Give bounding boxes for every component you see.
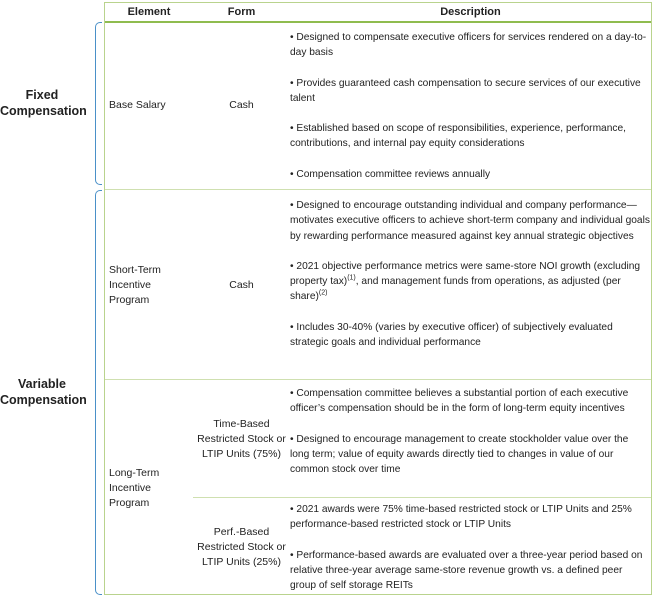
base-salary-element: Base Salary [109, 99, 166, 111]
lti-perf-based-description [290, 502, 650, 593]
sti-description [290, 198, 650, 350]
desc-item: • Designed to encourage outstanding individual and company performance—motivates executive officers to achieve short-term company and individual goals by rewarding performance measured against key annual strategic objectives [290, 200, 650, 242]
compensation-table [104, 2, 652, 595]
header-element: Element [127, 6, 171, 18]
lti-element: Long-Term Incentive Program [109, 467, 160, 509]
desc-item: • Established based on scope of responsibilities, experience, performance, contributions, and internal pay equity considerations [290, 123, 626, 150]
lti-time-based-description [290, 386, 650, 477]
fixed-compensation-label: Fixed Compensation [0, 88, 87, 118]
lti-time-based-form: Time-Based Restricted Stock or LTIP Units (75%) [197, 418, 286, 460]
fixed-compensation-brace [95, 22, 102, 185]
desc-item: • Designed to encourage management to create stockholder value over the long term; value of equity awards directly tied to changes in value of our common stock over time [290, 433, 629, 476]
table-header [105, 3, 651, 23]
variable-compensation-brace [95, 190, 102, 595]
row-divider [193, 497, 651, 498]
variable-compensation-label: Variable Compensation [0, 377, 87, 407]
sti-element: Short-Term Incentive Program [109, 264, 161, 306]
sti-form: Cash [229, 279, 254, 291]
desc-item: • Performance-based awards are evaluated over a three-year period based on relative three-year average same-store revenue growth vs. a defined peer group of self storage REITs [290, 549, 643, 592]
desc-item: • Provides guaranteed cash compensation to secure services of our executive talent [290, 77, 641, 104]
desc-item: • 2021 awards were 75% time-based restricted stock or LTIP Units and 25% performance-based restricted stock or LTIP Units [290, 504, 632, 531]
row-divider [105, 189, 651, 190]
base-salary-description [290, 30, 650, 182]
footnote-1: (1) [347, 274, 356, 282]
header-description: Description [440, 6, 501, 18]
desc-item: • Designed to compensate executive officers for services rendered on a day-to-day basis [290, 32, 647, 59]
row-divider [105, 379, 651, 380]
desc-item: • Includes 30-40% (varies by executive officer) of subjectively evaluated strategic goals and individual performance [290, 321, 613, 349]
header-form: Form [227, 6, 256, 18]
footnote-2: (2) [318, 290, 328, 298]
desc-item: • Compensation committee reviews annually [290, 168, 491, 180]
desc-item: • 2021 objective performance metrics were same-store NOI growth (excluding property tax)$^{(1)}$, and management funds from operations, as adjusted (per share)$^{(2)}$ [290, 260, 641, 303]
desc-item: • Compensation committee believes a substantial portion of each executive officer’s compensation should be in the form of long-term equity incentives [290, 388, 629, 415]
base-salary-form: Cash [229, 99, 254, 111]
lti-perf-based-form: Perf.-Based Restricted Stock or LTIP Units (25%) [197, 526, 286, 568]
